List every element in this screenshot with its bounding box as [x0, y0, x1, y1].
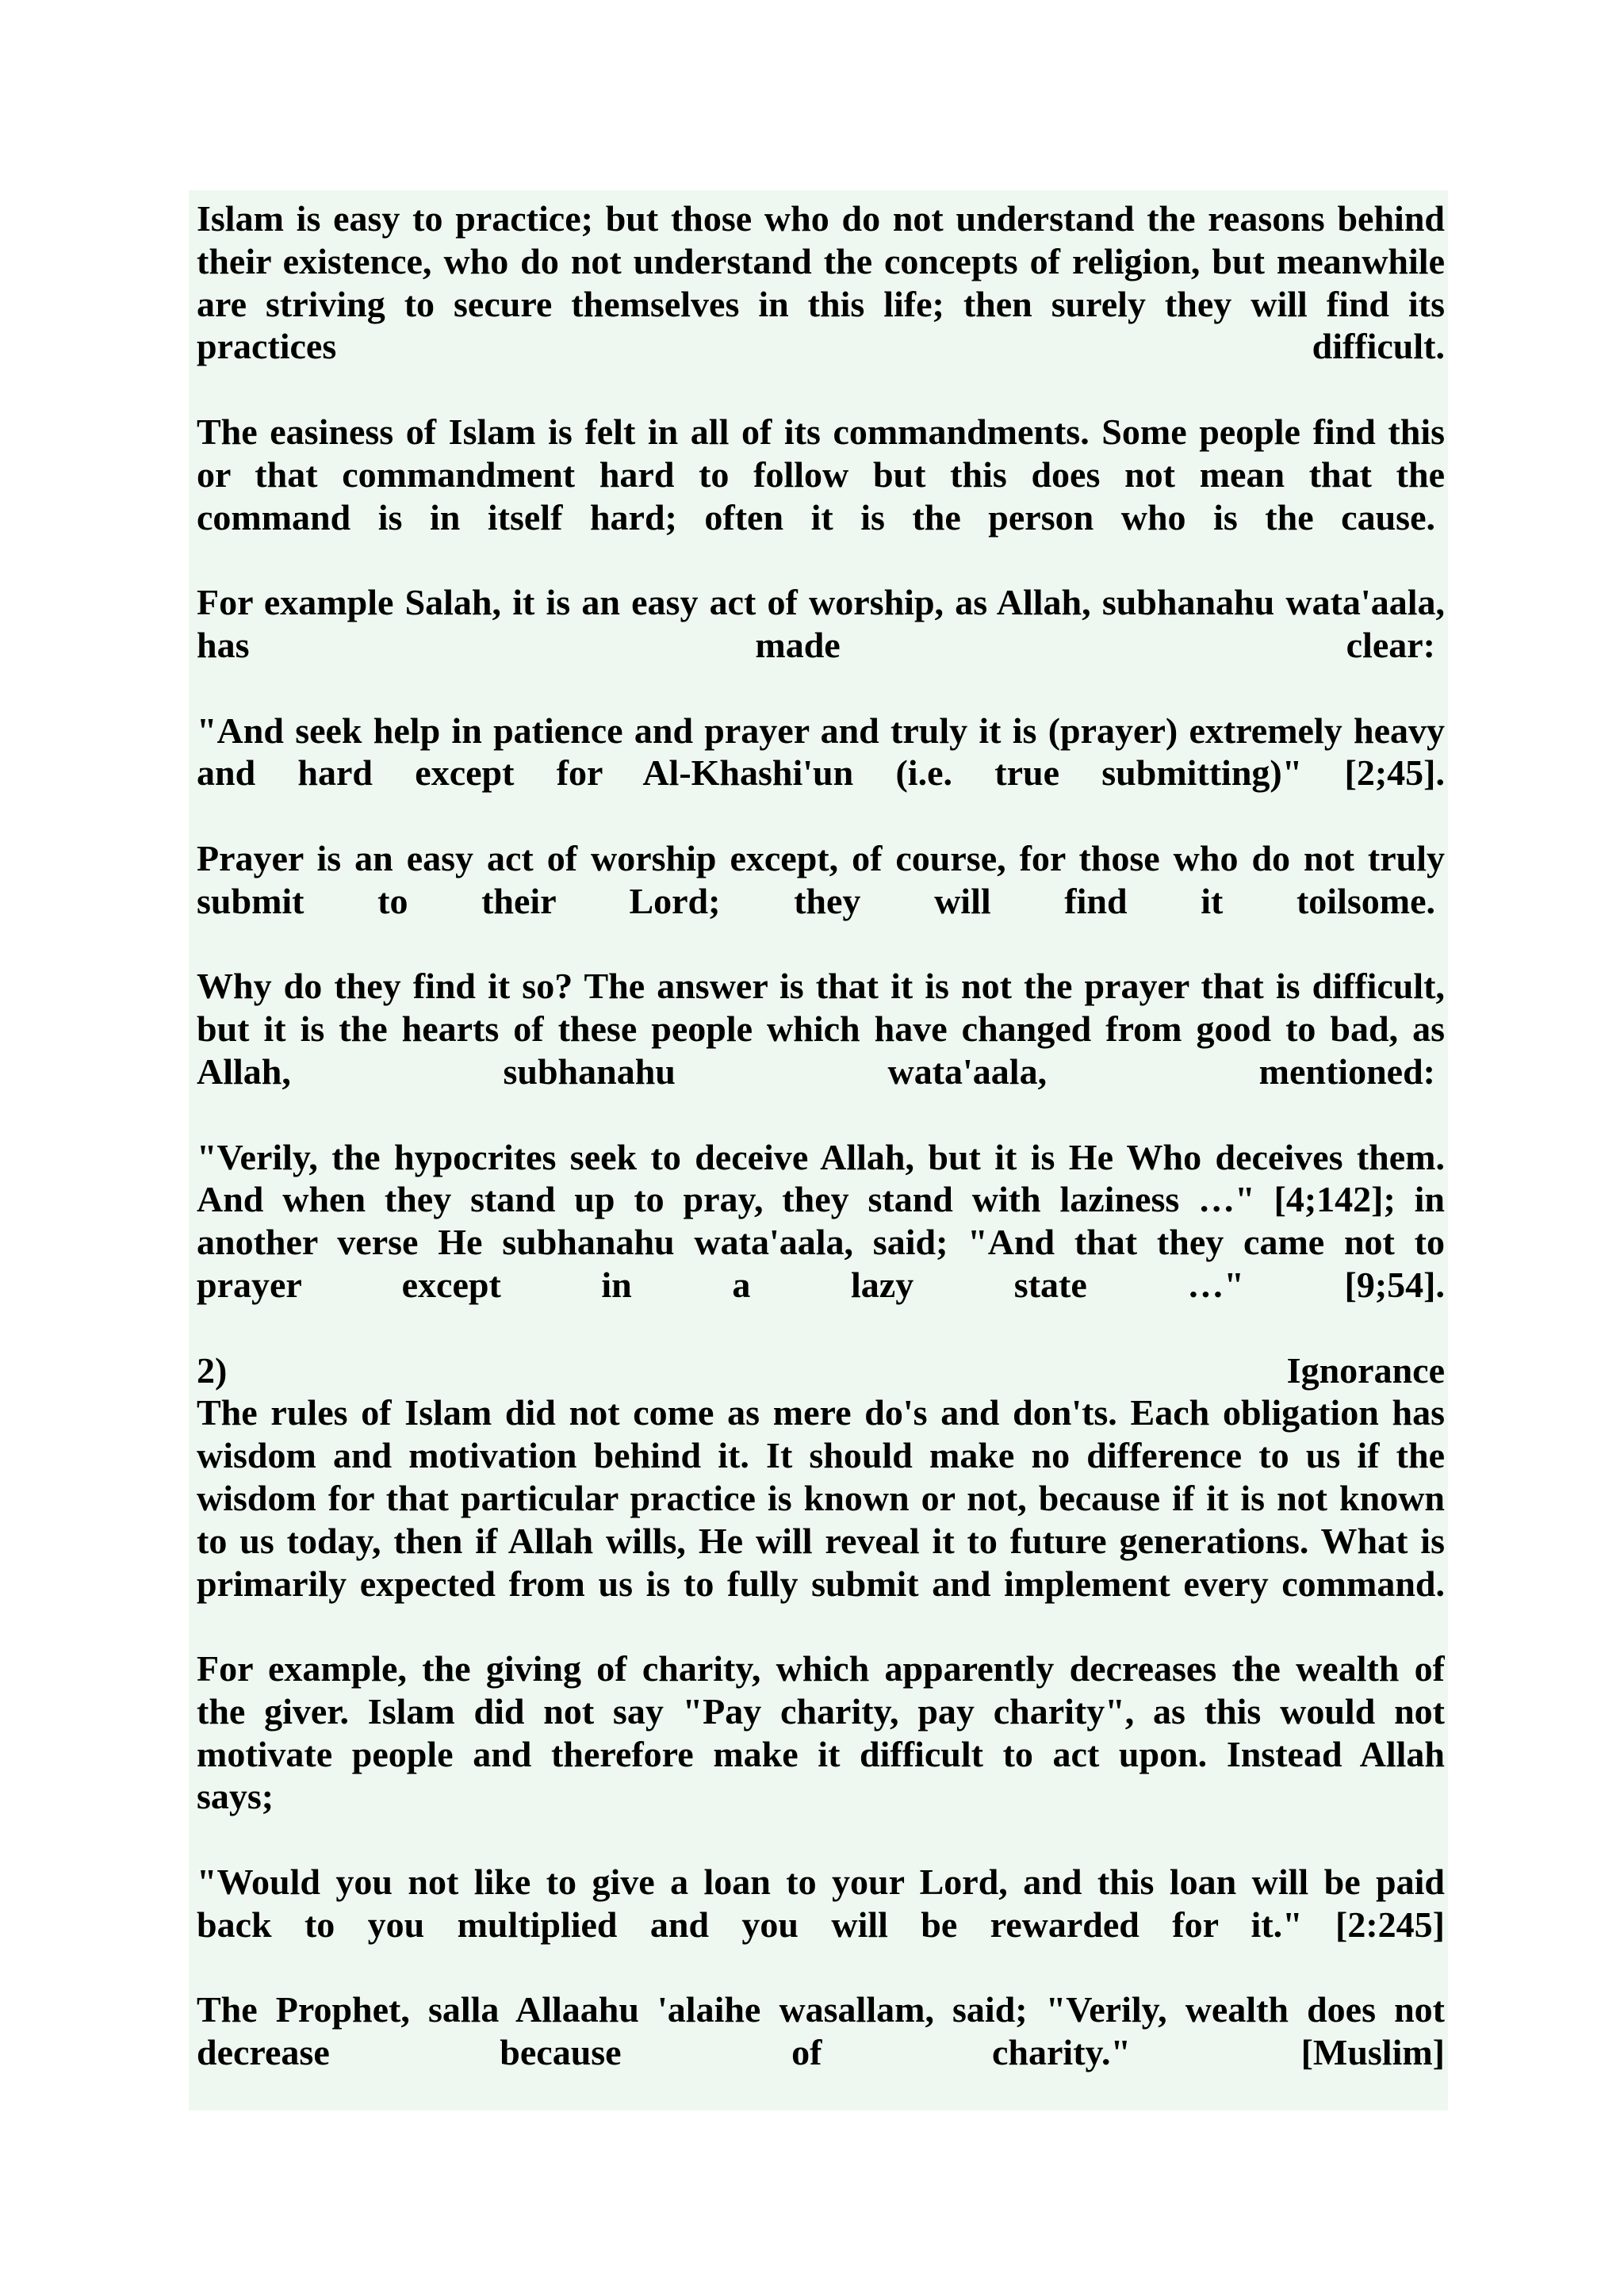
- quote-line: And when they stand up to pray, they stand with laziness …" [4;142]; in: [197, 1179, 1445, 1220]
- text-line: has made clear:: [197, 624, 1435, 665]
- text-line: The Prophet, salla Allaahu 'alaihe wasallam, said; "Verily, wealth does not: [197, 1989, 1445, 2030]
- text-line: says;: [197, 1776, 274, 1817]
- quote-paragraph-1: [197, 710, 1445, 795]
- paragraph-3: [197, 581, 1445, 667]
- text-line: For example, the giving of charity, which apparently decreases the wealth of: [197, 1648, 1445, 1689]
- paragraph-2: [197, 411, 1445, 538]
- quote-line: another verse He subhanahu wata'aala, said; "And that they came not to: [197, 1222, 1445, 1263]
- quote-line: "Would you not like to give a loan to your Lord, and this loan will be paid: [197, 1862, 1445, 1903]
- text-line: Why do they find it so? The answer is that it is not the prayer that is difficult,: [197, 966, 1445, 1007]
- quote-line: "And seek help in patience and prayer and truly it is (prayer) extremely heavy: [197, 710, 1445, 751]
- text-line: but it is the hearts of these people which have changed from good to bad, as: [197, 1008, 1445, 1050]
- text-line: Prayer is an easy act of worship except, of course, for those who do not truly: [197, 837, 1445, 878]
- text-line: their existence, who do not understand the concepts of religion, but meanwhile: [197, 240, 1445, 281]
- paragraph-1: [197, 197, 1445, 368]
- highlighted-text-block: [189, 190, 1448, 2110]
- text-line: Allah, subhanahu wata'aala, mentioned:: [197, 1050, 1435, 1092]
- text-line: or that commandment hard to follow but this does not mean that the: [197, 453, 1445, 495]
- text-line: command is in itself hard; often it is the person who is the cause.: [197, 496, 1435, 538]
- text-line: are striving to secure themselves in this life; then surely they will find its: [197, 283, 1445, 324]
- quote-line: "Verily, the hypocrites seek to deceive Allah, but it is He Who deceives them.: [197, 1136, 1445, 1177]
- text-line: The rules of Islam did not come as mere do's and don'ts. Each obligation has: [197, 1392, 1445, 1433]
- section-heading: 2) Ignorance: [197, 1349, 1445, 1391]
- text-line: wisdom and motivation behind it. It should make no difference to us if the: [197, 1435, 1445, 1476]
- paragraph-9: [197, 1647, 1445, 1818]
- quote-line: prayer except in a lazy state …" [9;54].: [197, 1264, 1445, 1305]
- text-line: decrease because of charity." [Muslim]: [197, 2032, 1445, 2073]
- paragraph-11: [197, 1988, 1445, 2074]
- quote-line: and hard except for Al-Khashi'un (i.e. true submitting)" [2;45].: [197, 752, 1445, 794]
- text-line: For example Salah, it is an easy act of worship, as Allah, subhanahu wata'aala,: [197, 582, 1445, 623]
- section-ignorance: [197, 1349, 1445, 1605]
- text-line: The easiness of Islam is felt in all of its commandments. Some people find this: [197, 411, 1445, 452]
- text-line: practices difficult.: [197, 326, 1445, 367]
- paragraph-6: [197, 965, 1445, 1093]
- text-line: the giver. Islam did not say "Pay charity, pay charity", as this would not: [197, 1690, 1445, 1732]
- paragraph-5: [197, 837, 1445, 923]
- quote-paragraph-3: [197, 1861, 1445, 1946]
- quote-line: back to you multiplied and you will be rewarded for it." [2:245]: [197, 1904, 1445, 1945]
- text-line: to us today, then if Allah wills, He will reveal it to future generations. What is: [197, 1520, 1445, 1561]
- text-line: Islam is easy to practice; but those who do not understand the reasons behind: [197, 198, 1445, 239]
- text-line: wisdom for that particular practice is known or not, because if it is not known: [197, 1477, 1445, 1518]
- text-line: primarily expected from us is to fully submit and implement every command.: [197, 1563, 1445, 1604]
- text-line: motivate people and therefore make it difficult to act upon. Instead Allah: [197, 1733, 1445, 1774]
- quote-paragraph-2: [197, 1136, 1445, 1307]
- text-line: submit to their Lord; they will find it toilsome.: [197, 880, 1435, 921]
